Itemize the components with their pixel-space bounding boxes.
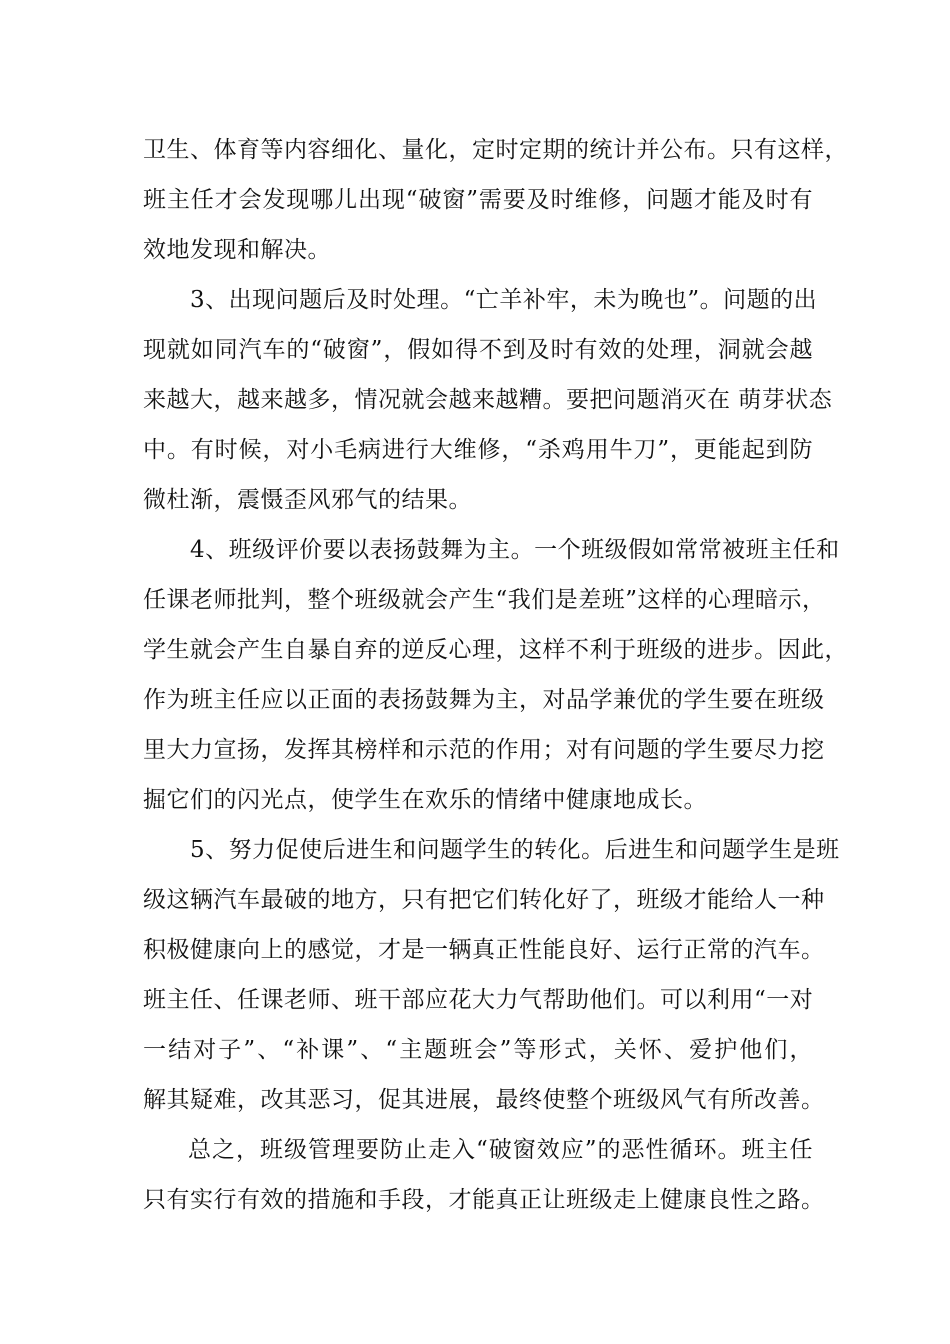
text-line: 只有实行有效的措施和手段，才能真正让班级走上健康良性之路。	[143, 1187, 825, 1213]
text-line: 3、出现问题后及时处理。“亡羊补牢，未为晚也”。问题的出	[190, 287, 818, 313]
text-line: 微杜渐，震慑歪风邪气的结果。	[143, 487, 472, 513]
text-line: 总之，班级管理要防止走入“破窗效应”的恶性循环。班主任	[188, 1137, 813, 1163]
text-line: 一结对子”、“补课”、“主题班会”等形式，关怀、爱护他们，	[143, 1037, 813, 1063]
text-line: 现就如同汽车的“破窗”，假如得不到及时有效的处理，洞就会越	[143, 337, 813, 363]
text-line: 积极健康向上的感觉，才是一辆真正性能良好、运行正常的汽车。	[143, 937, 825, 963]
text-line: 中。有时候，对小毛病进行大维修，“杀鸡用牛刀”，更能起到防	[143, 437, 813, 463]
text-line: 解其疑难，改其恶习，促其进展，最终使整个班级风气有所改善。	[143, 1087, 825, 1113]
text-line: 来越大，越来越多，情况就会越来越糟。要把问题消灭在 萌芽状态	[143, 387, 833, 413]
text-line: 4、班级评价要以表扬鼓舞为主。一个班级假如常常被班主任和	[190, 537, 840, 563]
text-line: 级这辆汽车最破的地方，只有把它们转化好了，班级才能给人一种	[143, 887, 825, 913]
text-line: 任课老师批判，整个班级就会产生“我们是差班”这样的心理暗示，	[143, 587, 826, 613]
text-line: 掘它们的闪光点，使学生在欢乐的情绪中健康地成长。	[143, 787, 707, 813]
text-line: 班主任才会发现哪儿出现“破窗”需要及时维修，问题才能及时有	[143, 187, 813, 213]
text-line: 作为班主任应以正面的表扬鼓舞为主，对品学兼优的学生要在班级	[143, 687, 825, 713]
text-line: 里大力宣扬，发挥其榜样和示范的作用；对有问题的学生要尽力挖	[143, 737, 825, 763]
text-line: 学生就会产生自暴自弃的逆反心理，这样不利于班级的进步。因此，	[143, 637, 848, 663]
text-line: 5、努力促使后进生和问题学生的转化。后进生和问题学生是班	[190, 837, 840, 863]
text-line: 效地发现和解决。	[143, 237, 331, 263]
text-line: 卫生、体育等内容细化、量化，定时定期的统计并公布。只有这样，	[143, 137, 848, 163]
text-line: 班主任、任课老师、班干部应花大力气帮助他们。可以利用“一对	[143, 987, 814, 1013]
